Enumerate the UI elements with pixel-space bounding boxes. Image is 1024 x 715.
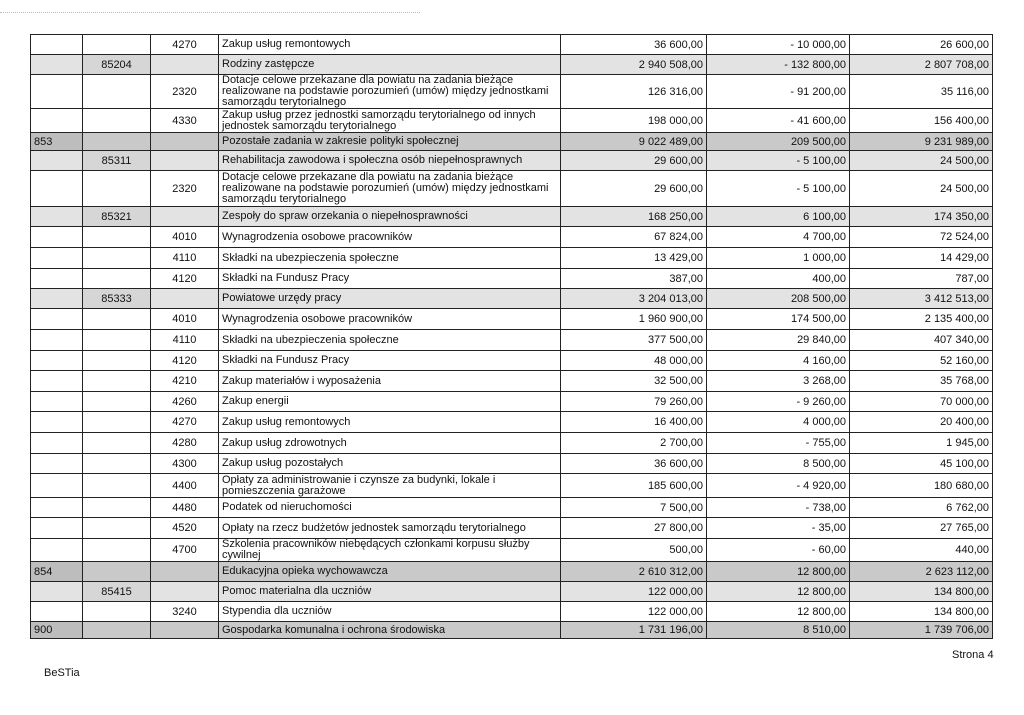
plan-amount-cell: 126 316,00	[561, 75, 707, 109]
paragraph-code-cell: 4120	[151, 351, 219, 371]
chapter-code-cell	[83, 330, 151, 351]
section-code-cell	[31, 151, 83, 171]
paragraph-code-cell: 4010	[151, 309, 219, 330]
section-code-cell	[31, 248, 83, 269]
paragraph-code-cell: 4010	[151, 227, 219, 248]
description-cell: Pomoc materialna dla uczniów	[219, 582, 561, 602]
change-amount-cell: 174 500,00	[707, 309, 850, 330]
chapter-code-cell	[83, 454, 151, 474]
change-amount-cell: 8 500,00	[707, 454, 850, 474]
plan-amount-cell: 9 022 489,00	[561, 133, 707, 151]
description-cell: Dotacje celowe przekazane dla powiatu na zadania bieżące realizowane na podstawie porozumień (umów) między jednostkami samorządu terytorialnego	[219, 171, 561, 207]
description-cell: Edukacyjna opieka wychowawcza	[219, 562, 561, 582]
section-code-cell	[31, 371, 83, 392]
after-change-amount-cell: 27 765,00	[850, 518, 993, 539]
after-change-amount-cell: 1 739 706,00	[850, 622, 993, 639]
plan-amount-cell: 27 800,00	[561, 518, 707, 539]
section-code-cell	[31, 269, 83, 289]
chapter-code-cell	[83, 309, 151, 330]
after-change-amount-cell: 2 623 112,00	[850, 562, 993, 582]
change-amount-cell: 29 840,00	[707, 330, 850, 351]
section-code-cell	[31, 454, 83, 474]
change-amount-cell: - 755,00	[707, 433, 850, 454]
plan-amount-cell: 168 250,00	[561, 207, 707, 227]
after-change-amount-cell: 440,00	[850, 539, 993, 562]
scan-top-rule	[0, 12, 420, 13]
paragraph-code-cell: 4260	[151, 392, 219, 412]
paragraph-code-cell	[151, 55, 219, 75]
description-cell: Opłaty na rzecz budżetów jednostek samorządu terytorialnego	[219, 518, 561, 539]
description-cell: Zakup usług zdrowotnych	[219, 433, 561, 454]
plan-amount-cell: 29 600,00	[561, 151, 707, 171]
paragraph-code-cell	[151, 289, 219, 309]
change-amount-cell: - 9 260,00	[707, 392, 850, 412]
plan-amount-cell: 36 600,00	[561, 35, 707, 55]
change-amount-cell: 4 160,00	[707, 351, 850, 371]
section-code-cell	[31, 602, 83, 622]
section-row	[31, 622, 993, 639]
after-change-amount-cell: 26 600,00	[850, 35, 993, 55]
description-cell: Zakup usług remontowych	[219, 412, 561, 433]
chapter-code-cell: 85415	[83, 582, 151, 602]
chapter-code-cell	[83, 518, 151, 539]
change-amount-cell: 1 000,00	[707, 248, 850, 269]
after-change-amount-cell: 134 800,00	[850, 582, 993, 602]
plan-amount-cell: 3 204 013,00	[561, 289, 707, 309]
paragraph-code-cell: 4400	[151, 474, 219, 498]
change-amount-cell: 208 500,00	[707, 289, 850, 309]
after-change-amount-cell: 24 500,00	[850, 171, 993, 207]
change-amount-cell: - 60,00	[707, 539, 850, 562]
section-code-cell	[31, 474, 83, 498]
footer-page-number: Strona 4	[952, 649, 994, 661]
plan-amount-cell: 13 429,00	[561, 248, 707, 269]
paragraph-code-cell: 4270	[151, 412, 219, 433]
chapter-code-cell	[83, 35, 151, 55]
section-code-cell	[31, 109, 83, 133]
after-change-amount-cell: 20 400,00	[850, 412, 993, 433]
chapter-code-cell	[83, 433, 151, 454]
description-cell: Zespoły do spraw orzekania o niepełnosprawności	[219, 207, 561, 227]
paragraph-code-cell: 4520	[151, 518, 219, 539]
after-change-amount-cell: 174 350,00	[850, 207, 993, 227]
change-amount-cell: 4 000,00	[707, 412, 850, 433]
plan-amount-cell: 48 000,00	[561, 351, 707, 371]
plan-amount-cell: 387,00	[561, 269, 707, 289]
description-cell: Zakup energii	[219, 392, 561, 412]
after-change-amount-cell: 72 524,00	[850, 227, 993, 248]
description-cell: Podatek od nieruchomości	[219, 498, 561, 518]
after-change-amount-cell: 1 945,00	[850, 433, 993, 454]
section-code-cell	[31, 392, 83, 412]
paragraph-code-cell	[151, 133, 219, 151]
after-change-amount-cell: 24 500,00	[850, 151, 993, 171]
paragraph-code-cell	[151, 622, 219, 639]
chapter-code-cell: 85204	[83, 55, 151, 75]
table-row	[31, 412, 993, 433]
table-row	[31, 392, 993, 412]
change-amount-cell: - 5 100,00	[707, 171, 850, 207]
description-cell: Wynagrodzenia osobowe pracowników	[219, 309, 561, 330]
description-cell: Szkolenia pracowników niebędących członkami korpusu służby cywilnej	[219, 539, 561, 562]
description-cell: Powiatowe urzędy pracy	[219, 289, 561, 309]
plan-amount-cell: 16 400,00	[561, 412, 707, 433]
table-row	[31, 454, 993, 474]
description-cell: Składki na Fundusz Pracy	[219, 351, 561, 371]
paragraph-code-cell	[151, 562, 219, 582]
change-amount-cell: - 738,00	[707, 498, 850, 518]
table-row	[31, 330, 993, 351]
change-amount-cell: 400,00	[707, 269, 850, 289]
paragraph-code-cell: 4210	[151, 371, 219, 392]
paragraph-code-cell: 4700	[151, 539, 219, 562]
section-code-cell	[31, 35, 83, 55]
chapter-code-cell	[83, 248, 151, 269]
paragraph-code-cell: 4300	[151, 454, 219, 474]
change-amount-cell: - 41 600,00	[707, 109, 850, 133]
paragraph-code-cell: 3240	[151, 602, 219, 622]
chapter-code-cell	[83, 412, 151, 433]
after-change-amount-cell: 407 340,00	[850, 330, 993, 351]
plan-amount-cell: 29 600,00	[561, 171, 707, 207]
change-amount-cell: 8 510,00	[707, 622, 850, 639]
description-cell: Pozostałe zadania w zakresie polityki społecznej	[219, 133, 561, 151]
chapter-row	[31, 582, 993, 602]
plan-amount-cell: 1 731 196,00	[561, 622, 707, 639]
change-amount-cell: 209 500,00	[707, 133, 850, 151]
section-code-cell	[31, 75, 83, 109]
section-code-cell	[31, 171, 83, 207]
table-row	[31, 498, 993, 518]
chapter-code-cell	[83, 269, 151, 289]
table-row	[31, 602, 993, 622]
footer-software-name: BeSTia	[44, 667, 80, 679]
description-cell: Rodziny zastępcze	[219, 55, 561, 75]
description-cell: Wynagrodzenia osobowe pracowników	[219, 227, 561, 248]
after-change-amount-cell: 6 762,00	[850, 498, 993, 518]
plan-amount-cell: 2 940 508,00	[561, 55, 707, 75]
paragraph-code-cell: 4270	[151, 35, 219, 55]
chapter-code-cell	[83, 371, 151, 392]
section-code-cell	[31, 498, 83, 518]
plan-amount-cell: 32 500,00	[561, 371, 707, 392]
section-code-cell	[31, 412, 83, 433]
chapter-code-cell	[83, 227, 151, 248]
plan-amount-cell: 122 000,00	[561, 602, 707, 622]
change-amount-cell: 12 800,00	[707, 562, 850, 582]
after-change-amount-cell: 787,00	[850, 269, 993, 289]
plan-amount-cell: 79 260,00	[561, 392, 707, 412]
change-amount-cell: - 5 100,00	[707, 151, 850, 171]
paragraph-code-cell	[151, 151, 219, 171]
plan-amount-cell: 67 824,00	[561, 227, 707, 248]
section-code-cell	[31, 309, 83, 330]
section-code-cell	[31, 518, 83, 539]
chapter-code-cell	[83, 562, 151, 582]
section-code-cell: 853	[31, 133, 83, 151]
section-code-cell	[31, 227, 83, 248]
description-cell: Składki na Fundusz Pracy	[219, 269, 561, 289]
description-cell: Dotacje celowe przekazane dla powiatu na zadania bieżące realizowane na podstawie porozumień (umów) między jednostkami samorządu terytorialnego	[219, 75, 561, 109]
change-amount-cell: 6 100,00	[707, 207, 850, 227]
description-cell: Składki na ubezpieczenia społeczne	[219, 248, 561, 269]
chapter-code-cell	[83, 539, 151, 562]
chapter-code-cell	[83, 622, 151, 639]
description-cell: Opłaty za administrowanie i czynsze za budynki, lokale i pomieszczenia garażowe	[219, 474, 561, 498]
chapter-code-cell	[83, 392, 151, 412]
chapter-code-cell	[83, 602, 151, 622]
change-amount-cell: 3 268,00	[707, 371, 850, 392]
after-change-amount-cell: 180 680,00	[850, 474, 993, 498]
chapter-code-cell	[83, 474, 151, 498]
plan-amount-cell: 500,00	[561, 539, 707, 562]
paragraph-code-cell: 4330	[151, 109, 219, 133]
table-row	[31, 75, 993, 109]
table-row	[31, 227, 993, 248]
change-amount-cell: - 35,00	[707, 518, 850, 539]
table-row	[31, 309, 993, 330]
section-code-cell	[31, 207, 83, 227]
after-change-amount-cell: 70 000,00	[850, 392, 993, 412]
table-row	[31, 248, 993, 269]
chapter-code-cell: 85321	[83, 207, 151, 227]
plan-amount-cell: 1 960 900,00	[561, 309, 707, 330]
section-code-cell	[31, 433, 83, 454]
table-row	[31, 539, 993, 562]
table-row	[31, 109, 993, 133]
budget-table	[30, 34, 993, 639]
chapter-code-cell	[83, 351, 151, 371]
after-change-amount-cell: 52 160,00	[850, 351, 993, 371]
table-row	[31, 351, 993, 371]
after-change-amount-cell: 156 400,00	[850, 109, 993, 133]
plan-amount-cell: 198 000,00	[561, 109, 707, 133]
paragraph-code-cell	[151, 582, 219, 602]
description-cell: Stypendia dla uczniów	[219, 602, 561, 622]
change-amount-cell: - 10 000,00	[707, 35, 850, 55]
description-cell: Składki na ubezpieczenia społeczne	[219, 330, 561, 351]
section-code-cell	[31, 330, 83, 351]
section-row	[31, 562, 993, 582]
description-cell: Rehabilitacja zawodowa i społeczna osób niepełnosprawnych	[219, 151, 561, 171]
chapter-row	[31, 289, 993, 309]
chapter-code-cell	[83, 75, 151, 109]
after-change-amount-cell: 45 100,00	[850, 454, 993, 474]
section-code-cell: 854	[31, 562, 83, 582]
section-row	[31, 133, 993, 151]
chapter-code-cell	[83, 498, 151, 518]
paragraph-code-cell: 4120	[151, 269, 219, 289]
section-code-cell	[31, 289, 83, 309]
paragraph-code-cell	[151, 207, 219, 227]
chapter-code-cell: 85333	[83, 289, 151, 309]
paragraph-code-cell: 2320	[151, 171, 219, 207]
paragraph-code-cell: 4280	[151, 433, 219, 454]
plan-amount-cell: 36 600,00	[561, 454, 707, 474]
chapter-code-cell	[83, 171, 151, 207]
description-cell: Zakup usług pozostałych	[219, 454, 561, 474]
section-code-cell	[31, 582, 83, 602]
after-change-amount-cell: 3 412 513,00	[850, 289, 993, 309]
description-cell: Zakup usług przez jednostki samorządu terytorialnego od innych jednostek samorządu terytorialnego	[219, 109, 561, 133]
section-code-cell	[31, 55, 83, 75]
after-change-amount-cell: 2 135 400,00	[850, 309, 993, 330]
change-amount-cell: - 4 920,00	[707, 474, 850, 498]
after-change-amount-cell: 134 800,00	[850, 602, 993, 622]
plan-amount-cell: 2 700,00	[561, 433, 707, 454]
after-change-amount-cell: 2 807 708,00	[850, 55, 993, 75]
after-change-amount-cell: 9 231 989,00	[850, 133, 993, 151]
after-change-amount-cell: 14 429,00	[850, 248, 993, 269]
paragraph-code-cell: 2320	[151, 75, 219, 109]
chapter-row	[31, 55, 993, 75]
plan-amount-cell: 377 500,00	[561, 330, 707, 351]
change-amount-cell: - 132 800,00	[707, 55, 850, 75]
table-row	[31, 433, 993, 454]
paragraph-code-cell: 4110	[151, 248, 219, 269]
paragraph-code-cell: 4110	[151, 330, 219, 351]
table-row	[31, 371, 993, 392]
section-code-cell: 900	[31, 622, 83, 639]
description-cell: Zakup usług remontowych	[219, 35, 561, 55]
change-amount-cell: - 91 200,00	[707, 75, 850, 109]
plan-amount-cell: 122 000,00	[561, 582, 707, 602]
section-code-cell	[31, 539, 83, 562]
description-cell: Zakup materiałów i wyposażenia	[219, 371, 561, 392]
chapter-row	[31, 207, 993, 227]
after-change-amount-cell: 35 116,00	[850, 75, 993, 109]
chapter-code-cell	[83, 109, 151, 133]
chapter-code-cell	[83, 133, 151, 151]
plan-amount-cell: 7 500,00	[561, 498, 707, 518]
table-row	[31, 35, 993, 55]
chapter-code-cell: 85311	[83, 151, 151, 171]
after-change-amount-cell: 35 768,00	[850, 371, 993, 392]
section-code-cell	[31, 351, 83, 371]
table-row	[31, 269, 993, 289]
plan-amount-cell: 2 610 312,00	[561, 562, 707, 582]
table-row	[31, 518, 993, 539]
table-row	[31, 171, 993, 207]
change-amount-cell: 12 800,00	[707, 602, 850, 622]
change-amount-cell: 12 800,00	[707, 582, 850, 602]
chapter-row	[31, 151, 993, 171]
table-row	[31, 474, 993, 498]
change-amount-cell: 4 700,00	[707, 227, 850, 248]
description-cell: Gospodarka komunalna i ochrona środowiska	[219, 622, 561, 639]
paragraph-code-cell: 4480	[151, 498, 219, 518]
plan-amount-cell: 185 600,00	[561, 474, 707, 498]
